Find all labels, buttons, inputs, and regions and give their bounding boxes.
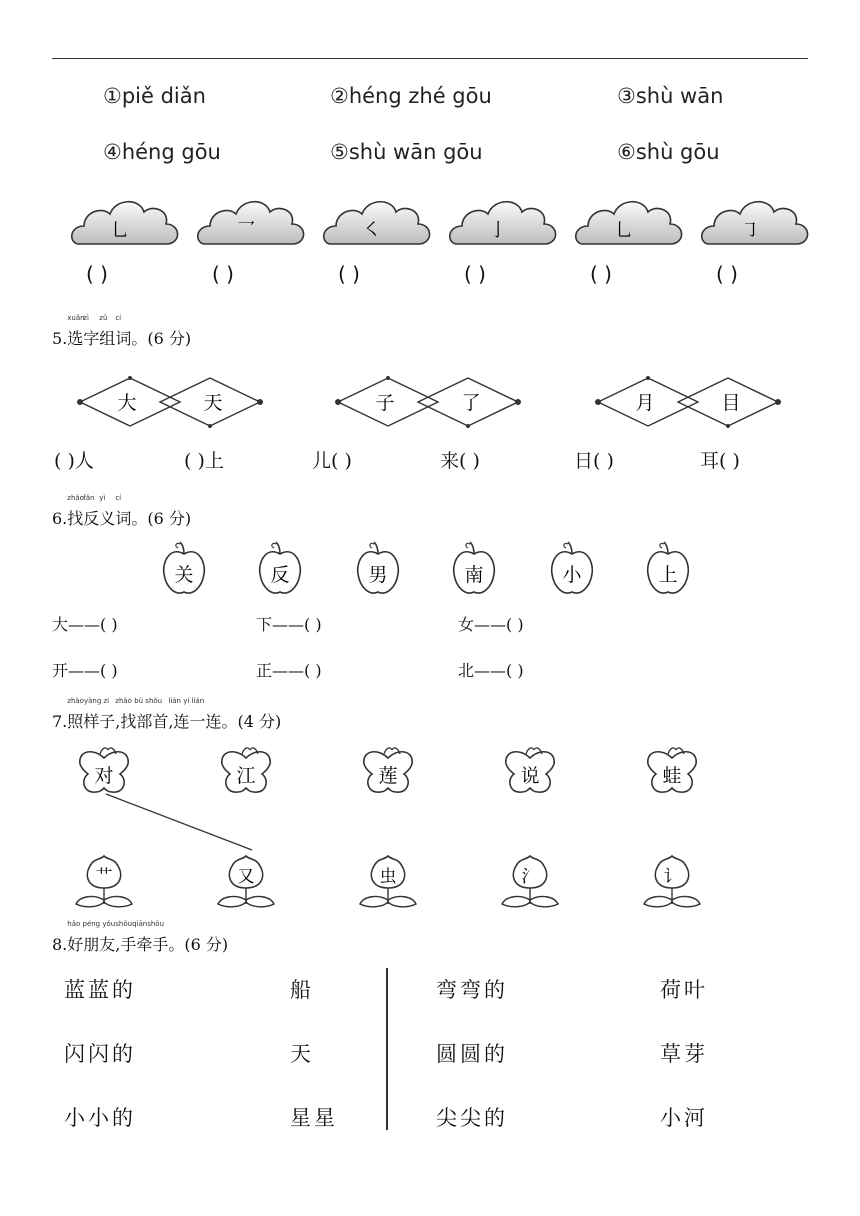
column-divider [386,968,388,1130]
match-word-left[interactable]: 蓝蓝的 [64,978,136,1002]
apple-icon [358,542,399,593]
match-word-right-noun[interactable]: 小河 [660,1106,708,1130]
answer-blank[interactable]: ( ) [590,262,612,286]
antonym-pair[interactable]: 大——( ) [52,615,118,634]
svg-text:男: 男 [368,564,388,586]
svg-text:莲: 莲 [378,765,398,787]
svg-text:虫: 虫 [379,867,397,887]
match-word-right-noun[interactable]: 草芽 [660,1042,708,1066]
apple-icon [260,542,301,593]
svg-text:江: 江 [236,765,256,787]
word-blank[interactable]: 耳( ) [700,450,740,472]
answer-blank[interactable]: ( ) [716,262,738,286]
question-8-title: 8. hǎo péng yǒu 好朋友 shǒuqiānshǒu ,手牵手。(6 分) [52,920,229,954]
answer-blank[interactable]: ( ) [338,262,360,286]
word-blank[interactable]: 儿( ) [312,450,352,472]
svg-text:蛙: 蛙 [662,765,682,787]
stroke-name-2: ②héng zhé gōu [330,84,492,108]
svg-text:氵: 氵 [521,867,539,887]
word-blank[interactable]: 日( ) [574,450,614,472]
apple-icon [164,542,205,593]
flower-icon[interactable] [644,856,700,907]
stroke-name-1: ①piě diǎn [103,84,206,108]
cloud-row [60,190,820,260]
question-5-title: 5. xuǎn 选 zì 字 zǔ 组 cí 词。(6 分) [52,314,192,348]
match-word-right[interactable]: 弯弯的 [436,978,508,1002]
cloud-icon [72,202,178,244]
antonym-pair[interactable]: 女——( ) [458,615,524,634]
svg-text:上: 上 [658,564,678,586]
diamond-char: 了 [461,392,481,414]
svg-text:艹: 艹 [95,867,113,887]
butterfly-icon[interactable] [364,748,412,792]
cloud-glyph: ㇛ [363,220,381,241]
match-word-left-noun[interactable]: 星星 [290,1106,338,1130]
apple-row [150,538,710,598]
stroke-name-5: ⑤shù wān gōu [330,140,483,164]
cloud-icon [702,202,808,244]
cloud-glyph: 乚 [615,220,633,241]
match-word-left[interactable]: 闪闪的 [64,1042,136,1066]
svg-text:南: 南 [464,564,484,586]
cloud-glyph: ㇆ [741,220,759,241]
match-word-left-noun[interactable]: 天 [290,1042,314,1066]
cloud-glyph: 乚 [111,220,129,241]
stroke-name-6: ⑥shù gōu [617,140,720,164]
diamond-char: 大 [117,392,137,414]
answer-blank[interactable]: ( ) [464,262,486,286]
diamond-char: 目 [721,392,741,414]
cloud-icon [198,202,304,244]
flower-icon[interactable] [502,856,558,907]
word-blank[interactable]: ( )上 [184,450,224,472]
svg-text:讠: 讠 [663,867,681,887]
stroke-name-3: ③shù wān [617,84,724,108]
svg-text:反: 反 [270,564,290,586]
match-word-left[interactable]: 小小的 [64,1106,136,1130]
apple-icon [552,542,593,593]
svg-text:小: 小 [562,564,582,586]
match-word-left-noun[interactable]: 船 [290,978,314,1002]
example-connector-line [106,794,252,850]
antonym-pair[interactable]: 北——( ) [458,661,524,680]
stroke-name-4: ④héng gōu [103,140,221,164]
svg-text:对: 对 [94,765,114,787]
answer-blank[interactable]: ( ) [212,262,234,286]
butterfly-icon[interactable] [648,748,696,792]
cloud-icon [324,202,430,244]
antonym-pair[interactable]: 开——( ) [52,661,118,680]
butterfly-icon[interactable] [80,748,128,792]
question-7-title: 7. zhàoyàng zi 照样子 zhǎo bù shǒu ,找部首 lián yi lián ,连一连。(4 分) [52,697,282,731]
diamond-row [70,372,790,432]
word-blank[interactable]: 来( ) [440,450,480,472]
diamond-char: 月 [635,392,655,414]
match-word-right-noun[interactable]: 荷叶 [660,978,708,1002]
top-rule [52,58,808,59]
match-word-right[interactable]: 尖尖的 [436,1106,508,1130]
apple-icon [454,542,495,593]
flower-icon[interactable] [218,856,274,907]
cloud-icon [450,202,556,244]
apple-icon [648,542,689,593]
butterfly-icon[interactable] [506,748,554,792]
diamond-char: 子 [375,392,395,414]
word-blank[interactable]: ( )人 [54,450,94,472]
answer-blank[interactable]: ( ) [86,262,108,286]
flower-icon[interactable] [360,856,416,907]
antonym-pair[interactable]: 正——( ) [256,661,322,680]
diamond-char: 天 [203,392,223,414]
antonym-pair[interactable]: 下——( ) [256,615,322,634]
svg-text:关: 关 [174,564,194,586]
svg-text:说: 说 [520,765,540,787]
flower-icon[interactable] [76,856,132,907]
cloud-glyph: 乛 [237,220,255,241]
cloud-glyph: 亅 [489,220,507,241]
matching-area [60,742,760,918]
question-6-title: 6. zhǎo 找 fǎn 反 yì 义 cí 词。(6 分) [52,494,192,528]
butterfly-icon[interactable] [222,748,270,792]
svg-text:又: 又 [237,867,255,887]
match-word-right[interactable]: 圆圆的 [436,1042,508,1066]
cloud-icon [576,202,682,244]
